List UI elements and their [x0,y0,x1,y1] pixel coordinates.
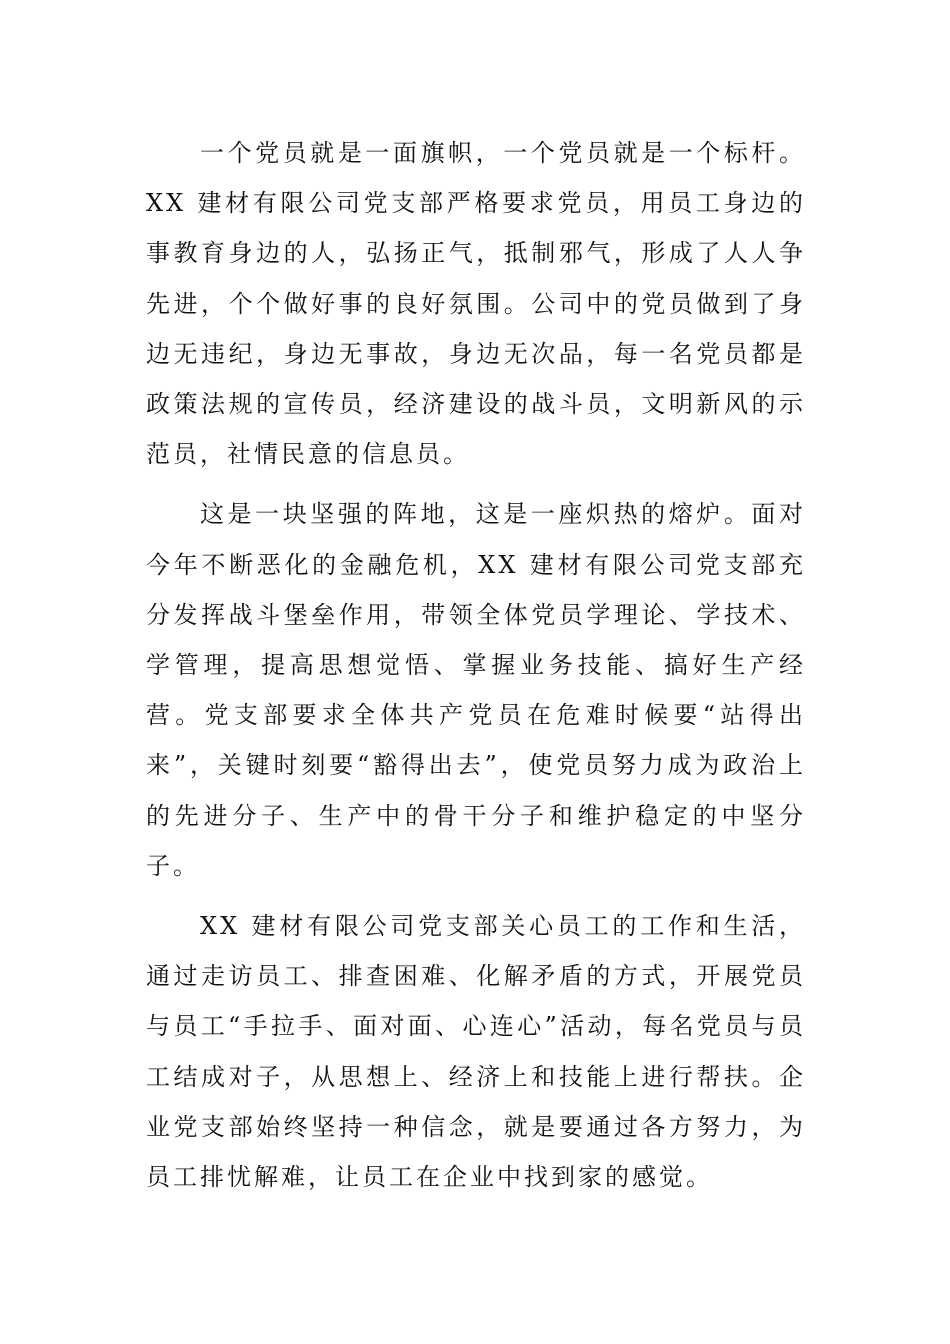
document-body [146,128,806,1212]
paragraph-1: 一个党员就是一面旗帜，一个党员就是一个标杆。XX 建材有限公司党支部严格要求党员，用员工身边的事教育身边的人，弘扬正气，抵制邪气，形成了人人争先进，个个做好事的良好氛围。公司中的党员做到了身边无违纪，身边无事故，身边无次品，每一名党员都是政策法规的宣传员，经济建设的战斗员，文明新风的示范员，社情民意的信息员。 [146,139,806,469]
paragraph-2: 这是一块坚强的阵地，这是一座炽热的熔炉。面对今年不断恶化的金融危机，XX 建材有限公司党支部充分发挥战斗堡垒作用，带领全体党员学理论、学技术、学管理，提高思想觉悟、掌握业务技能、搞好生产经营。党支部要求全体共产党员在危难时候要“站得出来”，关键时刻要“豁得出去”，使党员努力成为政治上的先进分子、生产中的骨干分子和维护稳定的中坚分子。 [146,500,806,880]
paragraph-3: XX 建材有限公司党支部关心员工的工作和生活，通过走访员工、排查困难、化解矛盾的方式，开展党员与员工“手拉手、面对面、心连心”活动，每名党员与员工结成对子，从思想上、经济上和技能上进行帮扶。企业党支部始终坚持一种信念，就是要通过各方努力，为员工排忧解难，让员工在企业中找到家的感觉。 [146,912,806,1192]
